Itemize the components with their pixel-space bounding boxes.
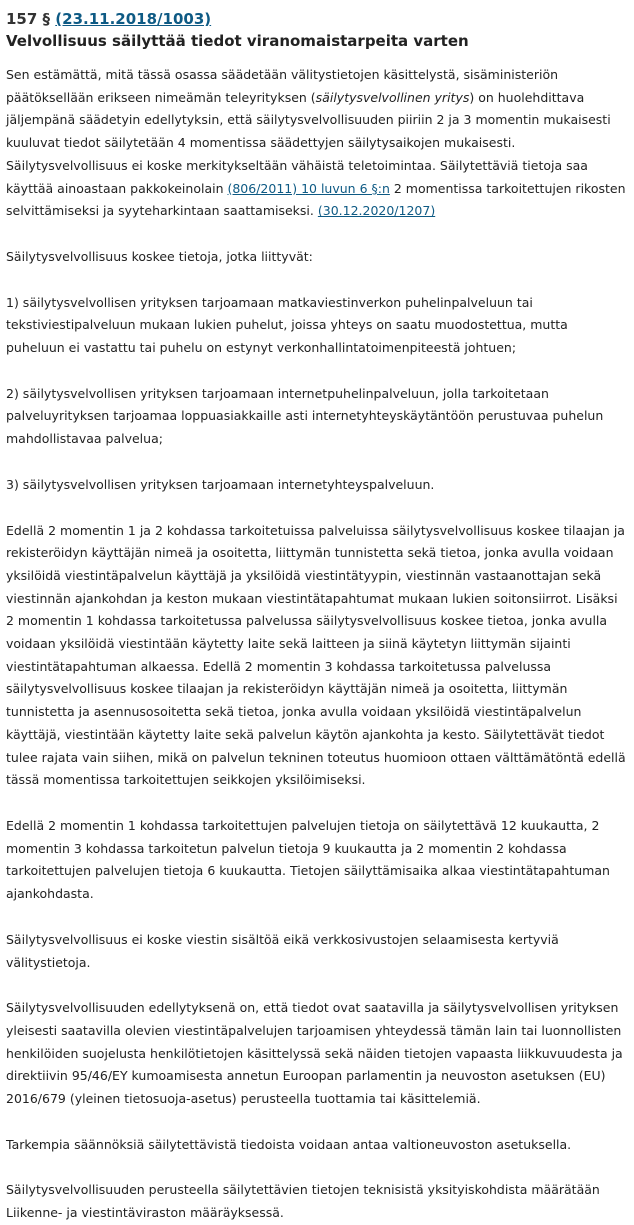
paragraph-1-emphasis: säilytysvelvollinen yritys	[315, 89, 470, 105]
amendment-link[interactable]: (23.11.2018/1003)	[55, 10, 212, 28]
paragraph-2: Säilytysvelvollisuus koskee tietoja, jotka liittyvät:	[6, 248, 313, 264]
paragraph-5: Säilytysvelvollisuus ei koske viestin sisältöä eikä verkkosivustojen selaamisesta kertyviä välitystietoja.	[6, 931, 559, 970]
section-number: 157 §	[6, 10, 51, 28]
paragraph-4: Edellä 2 momentin 1 kohdassa tarkoitettujen palvelujen tietoja on säilytettävä 12 kuukautta, 2 momentin 3 kohdassa tarkoitetun palvelun tietoja 9 kuukautta ja 2 momentin 2 kohdassa tarkoitettujen palvelujen tietoja 6 kuukautta. Tietojen säilyttämisaika alkaa viestintätapahtuman ajankohdasta.	[6, 817, 610, 902]
paragraph-1	[6, 64, 628, 223]
paragraph-7: Tarkempia säännöksiä säilytettävistä tiedoista voidaan antaa valtioneuvoston asetuksella.	[6, 1136, 572, 1152]
paragraph-3: Edellä 2 momentin 1 ja 2 kohdassa tarkoitetuissa palveluissa säilytysvelvollisuus koskee tilaajan ja rekisteröidyn käyttäjän nimeä ja osoitetta, liittymän tunnistetta sekä tietoa, jonka avulla voidaan yksilöidä viestintäpalvelun käyttäjä ja yksilöidä viestintätyypin, viestinnän vastaanottajan sekä viestinnän ajankohdan ja keston mukaan viestintätapahtumat mukaan lukien soitonsiirrot. Lisäksi 2 momentin 1 kohdassa tarkoitetussa palvelussa säilytysvelvollisuus koskee tietoa, jonka avulla voidaan yksilöidä viestintään käytetty laite sekä laitteen ja siinä käytetyn liittymän sijainti viestintätapahtuman alkaessa. Edellä 2 momentin 3 kohdassa tarkoitetussa palvelussa säilytysvelvollisuus koskee tilaajan ja rekisteröidyn käyttäjän nimeä ja osoitetta, liittymän tunnistetta ja asennusosoitetta sekä tietoa, jonka avulla voidaan yksilöidä viestintäpalvelun käyttäjä, viestintään käytetty laite sekä palvelun käytön ajankohta ja kesto. Säilytettävät tiedot tulee rajata vain siihen, mikä on palvelun tekninen toteutus huomioon ottaen välttämätöntä edellä tässä momentissa tarkoitettujen seikkojen yksilöimiseksi.	[6, 522, 626, 788]
paragraph-1-text-b: ) on huolehdittava jäljempänä säädetyin edellytyksin, että säilytysvelvollisuuden piiriin 2 ja 3 momentin mukaisesti kuuluvat tiedot säilytetään 4 momentissa säädettyjen säilytysaikojen mukaisesti. Säilytysvelvollisuus ei koske merkitykseltään vähäistä teletoimintaa. Säilytettäviä tietoja saa käyttää ainoastaan pakkokeinolain	[6, 89, 611, 196]
amendment-link-2[interactable]: (30.12.2020/1207)	[317, 203, 436, 219]
paragraph-1-text-c: 2 momentissa tarkoitettujen rikosten selvittämiseksi ja syyteharkintaan saattamiseksi.	[6, 180, 626, 219]
list-item-1: 1) säilytysvelvollisen yrityksen tarjoamaan matkaviestinverkon puhelinpalveluun tai tekstiviestipalveluun mukaan lukien puhelut, joissa yhteys on saatu muodostettua, mutta puheluun ei vastattu tai puhelu on estynyt verkonhallintatoimenpiteestä johtuen;	[6, 294, 568, 356]
section-title: Velvollisuus säilyttää tiedot viranomaistarpeita varten	[6, 32, 469, 50]
paragraph-6: Säilytysvelvollisuuden edellytyksenä on, että tiedot ovat saatavilla ja säilytysvelvollisen yrityksen yleisesti saatavilla olevien viestintäpalvelujen tarjoamisen yhteydessä tämän lain tai luonnollisten henkilöiden suojelusta henkilötietojen käsittelyssä sekä näiden tietojen vapaasta liikkuvuudesta ja direktiivin 95/46/EY kumoamisesta annetun Euroopan parlamentin ja neuvoston asetuksen (EU) 2016/679 (yleinen tietosuoja-asetus) perusteella tuottamia tai käsittelemiä.	[6, 1000, 623, 1107]
section-heading	[6, 9, 628, 29]
list-item-2: 2) säilytysvelvollisen yrityksen tarjoamaan internetpuhelinpalveluun, jolla tarkoitetaan palveluyrityksen tarjoamaa loppuasiakkaille asti internetyhteyskäytäntöön perustuvaa puhelun mahdollistavaa palvelua;	[6, 385, 604, 447]
law-reference-link[interactable]: (806/2011) 10 luvun 6 §:n	[227, 180, 390, 196]
list-item-3: 3) säilytysvelvollisen yrityksen tarjoamaan internetyhteyspalveluun.	[6, 476, 435, 492]
paragraph-8: Säilytysvelvollisuuden perusteella säilytettävien tietojen teknisistä yksityiskohdista määrätään Liikenne- ja viestintäviraston määräyksessä.	[6, 1182, 600, 1221]
paragraph-1-text-a: Sen estämättä, mitä tässä osassa säädetään välitystietojen käsittelystä, sisäministeriön päätöksellään erikseen nimeämän teleyrityksen (	[6, 67, 559, 105]
